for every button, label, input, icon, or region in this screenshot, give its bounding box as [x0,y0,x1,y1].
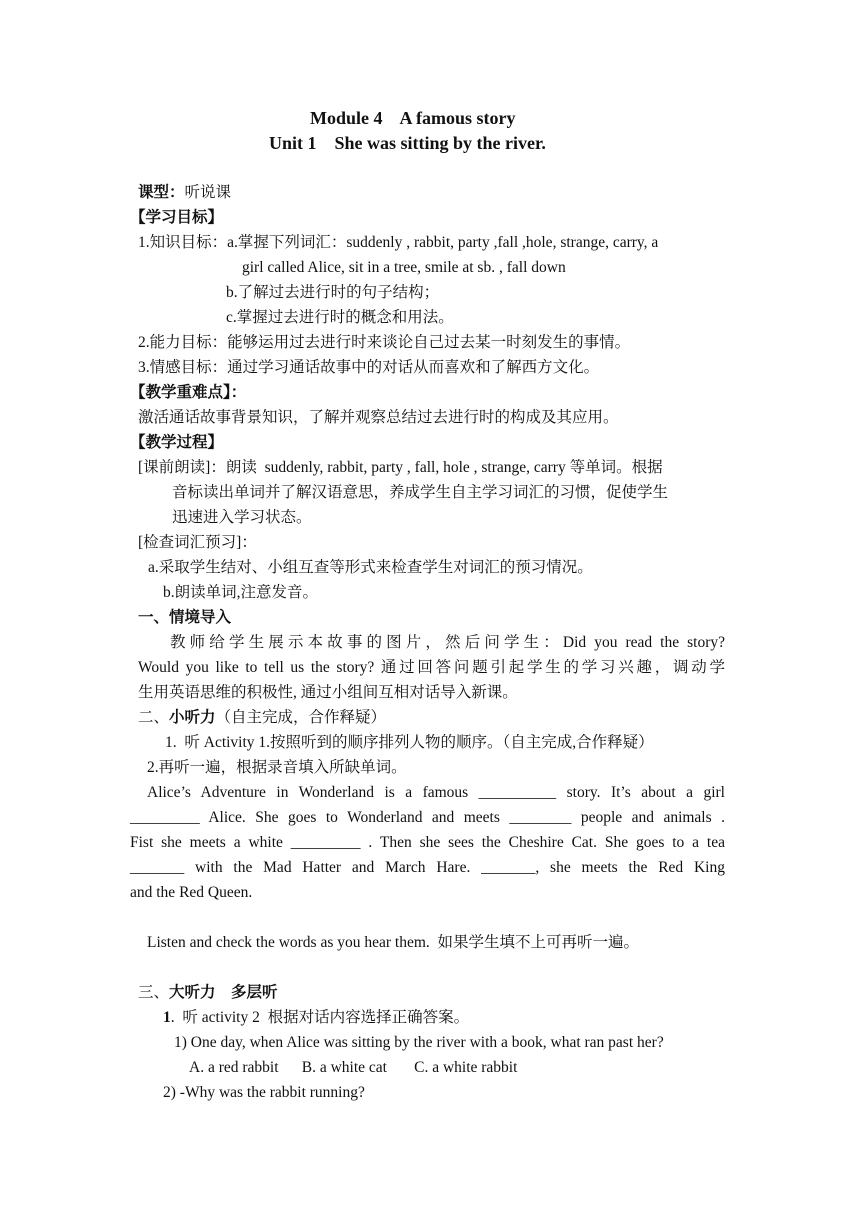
process-heading: 【教学过程】 [130,434,224,451]
goal-knowledge-line1: 1.知识目标：a.掌握下列词汇：suddenly , rabbit, party ,fall ,hole, strange, carry, a [138,234,659,251]
preread-line1: [课前朗读]：朗读 suddenly, rabbit, party , fall, hole , strange, carry 等单词。根据 [138,459,663,476]
question-1: 1) One day, when Alice was sitting by the river with a book, what ran past her? [174,1034,664,1051]
question-2: 2) -Why was the rabbit running? [163,1084,365,1101]
key-points-heading: 【教学重难点】： [130,384,247,401]
page-subtitle: Unit 1 She was sitting by the river. [269,133,546,153]
section2-heading-bold: 小听力 [169,709,216,726]
goal-emotion: 3.情感目标：通过学习通话故事中的对话从而喜欢和了解西方文化。 [138,359,600,376]
page-title: Module 4 A famous story [310,108,516,128]
goal-ability: 2.能力目标：能够运用过去进行时来谈论自己过去某一时刻发生的事情。 [138,334,631,351]
vocab-check-b: b.朗读单词,注意发音。 [163,584,319,601]
goal-knowledge-b: b.了解过去进行时的句子结构； [226,284,440,301]
goals-heading: 【学习目标】 [130,209,224,226]
section3-item1-number: 1 [163,1009,171,1026]
passage-line2: _________ Alice. She goes to Wonderland and meets ________ people and animals . [130,809,725,826]
section2-item1: 1. 听 Activity 1.按照听到的顺序排列人物的顺序。（自主完成,合作释疑） [165,734,654,751]
preread-line2: 音标读出单词并了解汉语意思，养成学生自主学习词汇的习惯，促使学生 [172,484,669,501]
section2-heading-prefix: 二、 [138,709,170,726]
section3-heading-prefix: 三、 [138,984,170,1001]
vocab-check-heading: [检查词汇预习]： [138,534,257,551]
passage-line1: Alice’s Adventure in Wonderland is a famous __________ story. It’s about a girl [147,784,725,801]
section3-heading-bold: 大听力 多层听 [169,984,278,1001]
key-points-text: 激活通话故事背景知识，了解并观察总结过去进行时的构成及其应用。 [138,409,619,426]
preread-line3: 迅速进入学习状态。 [172,509,312,526]
section3-item1 [163,1008,469,1028]
section1-line3: 生用英语思维的积极性, 通过小组间互相对话导入新课。 [138,684,518,701]
question-1-options: A. a red rabbit B. a white cat C. a white rabbit [189,1059,518,1076]
passage-line4: _______ with the Mad Hatter and March Hare. _______, she meets the Red King [130,859,725,876]
section2-item2: 2.再听一遍，根据录音填入所缺单词。 [147,759,407,776]
lesson-type-label: 课型： [138,184,185,201]
section1-line1: 教师给学生展示本故事的图片，然后问学生：Did you read the story? [170,634,725,651]
passage-line5: and the Red Queen. [130,884,253,901]
section2-heading [138,708,386,728]
goal-knowledge-c: c.掌握过去进行时的概念和用法。 [226,309,454,326]
section3-heading [138,983,278,1003]
passage-line3: Fist she meets a white _________ . Then she sees the Cheshire Cat. She goes to a tea [130,834,725,851]
section3-item1-text: . 听 activity 2 根据对话内容选择正确答案。 [170,1009,470,1026]
section2-heading-suffix: （自主完成，合作释疑） [215,709,387,726]
lesson-type-value: 听说课 [184,184,232,201]
section1-heading: 一、情境导入 [138,609,232,626]
goal-knowledge-line2: girl called Alice, sit in a tree, smile at sb. , fall down [242,259,566,276]
section1-line2: Would you like to tell us the story? 通过回答问题引起学生的学习兴趣，调动学 [138,659,725,676]
vocab-check-a: a.采取学生结对、小组互查等形式来检查学生对词汇的预习情况。 [148,559,593,576]
listen-note: Listen and check the words as you hear them. 如果学生填不上可再听一遍。 [147,934,640,951]
lesson-type [138,183,231,203]
